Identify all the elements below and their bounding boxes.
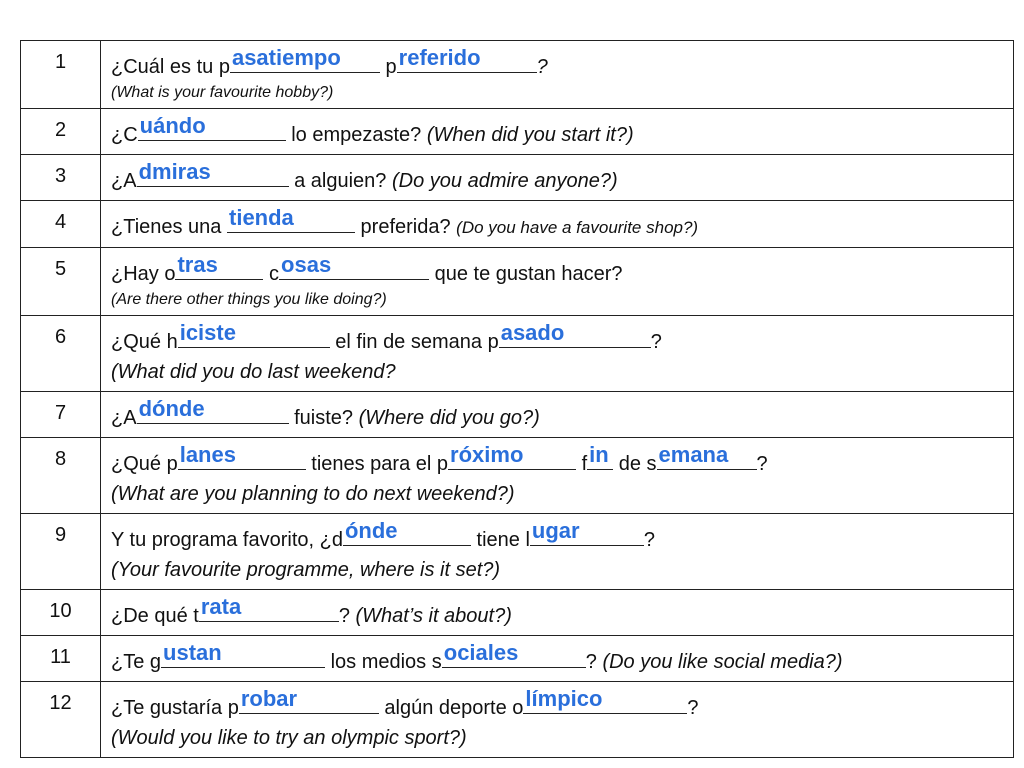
question-text: preferida? [355,216,457,238]
question-text: ? [643,529,656,551]
spanish-question [111,442,1003,479]
spanish-question [111,518,1003,555]
english-translation: (Would you like to try an olympic sport?) [111,727,467,749]
filled-answer: tienda [229,205,294,230]
question-text: los medios s [325,651,442,673]
question-cell [101,201,1014,248]
spanish-question [111,252,1003,289]
question-text: ? [650,331,662,353]
table-row [21,41,1014,109]
filled-answer: referido [398,45,481,70]
table-row [21,682,1014,758]
question-text: ¿Qué p [111,453,178,475]
row-number-cell [21,155,101,201]
filled-answer: in [589,442,609,467]
answer-blank[interactable] [138,113,286,141]
question-cell [101,636,1014,682]
filled-answer: robar [240,686,298,711]
row-number: 3 [54,165,67,187]
filled-answer: tras [177,252,218,277]
row-number-cell [21,636,101,682]
question-text: ¿Hay o [111,263,176,285]
question-text: que te gustan hacer? [429,263,623,285]
filled-answer: ugar [531,518,580,543]
english-translation: (Do you have a favourite shop?) [456,218,699,237]
row-number: 7 [54,402,67,424]
table-row [21,392,1014,438]
question-cell [101,682,1014,758]
spanish-question [111,594,1003,631]
answer-blank[interactable] [530,518,644,546]
question-cell [101,248,1014,316]
question-text: ¿Tienes una [111,216,227,238]
question-text: lo empezaste? [285,124,427,146]
question-text: algún deporte o [378,697,524,719]
english-translation: (Where did you go?) [358,407,540,429]
row-number-cell [21,248,101,316]
question-text: a alguien? [288,170,392,192]
filled-answer: límpico [525,686,603,711]
worksheet-table [20,40,1014,758]
answer-blank[interactable] [587,442,613,470]
question-text: f [576,453,588,475]
question-cell [101,392,1014,438]
row-number-cell [21,316,101,392]
question-text: p [379,56,397,78]
row-number-cell [21,590,101,636]
answer-blank[interactable] [657,442,757,470]
row-number-cell [21,392,101,438]
table-row [21,590,1014,636]
question-text: c [263,263,280,285]
filled-answer: osas [281,252,332,277]
row-number: 8 [54,448,67,470]
table-row [21,636,1014,682]
answer-blank[interactable] [499,320,651,348]
filled-answer: dónde [138,396,205,421]
question-text: Y tu programa favorito, ¿d [111,529,343,551]
spanish-question [111,45,1003,82]
row-number-cell [21,438,101,514]
spanish-question [111,205,1003,243]
answer-blank[interactable] [175,252,263,280]
question-cell [101,41,1014,109]
filled-answer: ustan [163,640,222,665]
question-text: ? [585,651,603,673]
english-translation: ? [536,56,548,78]
question-text: ¿Te gustaría p [111,697,239,719]
table-row [21,438,1014,514]
question-text: tienes para el p [305,453,449,475]
question-cell [101,316,1014,392]
row-number: 1 [54,51,67,73]
table-row [21,248,1014,316]
filled-answer: ociales [443,640,519,665]
answer-blank[interactable] [137,396,289,424]
table-row [21,109,1014,155]
english-translation: (Do you admire anyone?) [391,170,618,192]
filled-answer: uándo [139,113,206,138]
row-number: 9 [54,524,67,546]
table-row [21,201,1014,248]
english-translation: (Are there other things you like doing?) [111,291,387,308]
spanish-question [111,113,1003,150]
question-cell [101,155,1014,201]
question-cell [101,590,1014,636]
spanish-question [111,686,1003,723]
english-translation: (Your favourite programme, where is it set?) [111,559,501,581]
answer-blank[interactable] [161,640,325,668]
english-translation: (Do you like social media?) [602,651,843,673]
answer-blank[interactable] [199,594,339,622]
filled-answer: asado [500,320,565,345]
english-translation: (What’s it about?) [355,605,512,627]
question-cell [101,109,1014,155]
answer-blank[interactable] [227,205,355,233]
answer-blank[interactable] [523,686,687,714]
filled-answer: rata [200,594,242,619]
filled-answer: ónde [344,518,398,543]
row-number: 5 [54,258,67,280]
spanish-question [111,640,1003,677]
answer-blank[interactable] [230,45,380,73]
english-translation: (What are you planning to do next weekend?) [111,483,515,505]
english-translation: (When did you start it?) [426,124,634,146]
question-text: ¿A [111,170,137,192]
question-text: ? [338,605,356,627]
row-number: 12 [49,692,72,714]
question-text: ¿Cuál es tu p [111,56,230,78]
answer-blank[interactable] [448,442,576,470]
answer-blank[interactable] [178,320,330,348]
question-text: ¿De qué t [111,605,199,627]
answer-blank[interactable] [343,518,471,546]
row-number: 2 [54,119,67,141]
spanish-question [111,320,1003,357]
spanish-question [111,396,1003,433]
answer-blank[interactable] [279,252,429,280]
question-text: el fin de semana p [329,331,499,353]
english-translation: (What is your favourite hobby?) [111,84,334,101]
row-number: 6 [54,326,67,348]
row-number: 10 [49,600,72,622]
worksheet-rows [21,41,1014,758]
question-text: fuiste? [288,407,359,429]
filled-answer: lanes [179,442,236,467]
answer-blank[interactable] [239,686,379,714]
english-translation: (What did you do last weekend? [111,361,396,383]
question-text: de s [613,453,657,475]
answer-blank[interactable] [178,442,306,470]
question-text: ? [756,453,768,475]
row-number-cell [21,41,101,109]
question-text: ¿A [111,407,137,429]
question-text: ¿C [111,124,138,146]
question-text: ¿Qué h [111,331,178,353]
row-number-cell [21,514,101,590]
table-row [21,514,1014,590]
question-text: tiene l [470,529,530,551]
row-number-cell [21,201,101,248]
answer-blank[interactable] [137,159,289,187]
table-row [21,155,1014,201]
row-number: 11 [50,646,71,668]
row-number-cell [21,682,101,758]
spanish-question [111,159,1003,196]
question-cell [101,438,1014,514]
question-text: ¿Te g [111,651,162,673]
filled-answer: asatiempo [231,45,341,70]
filled-answer: iciste [179,320,236,345]
answer-blank[interactable] [442,640,586,668]
filled-answer: dmiras [138,159,211,184]
filled-answer: róximo [450,442,524,467]
table-row [21,316,1014,392]
answer-blank[interactable] [397,45,537,73]
question-text: ? [687,697,699,719]
row-number-cell [21,109,101,155]
question-cell [101,514,1014,590]
row-number: 4 [54,211,67,233]
filled-answer: emana [658,442,729,467]
